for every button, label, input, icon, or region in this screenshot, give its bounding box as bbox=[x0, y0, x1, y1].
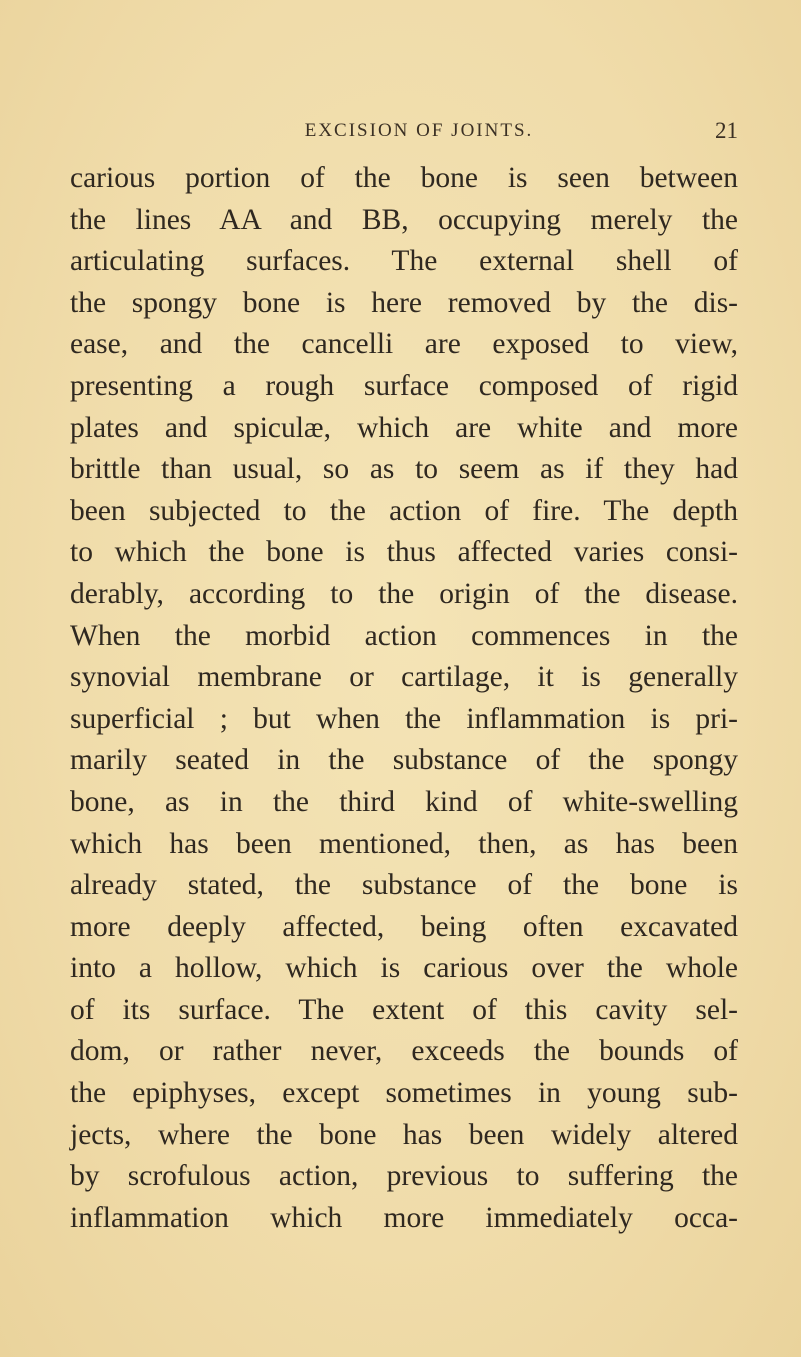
text-line: superficial ; but when the inflammation is pri- bbox=[70, 702, 738, 735]
text-line: by scrofulous action, previous to suffering the bbox=[70, 1160, 738, 1193]
text-line: synovial membrane or cartilage, it is generally bbox=[70, 661, 738, 694]
text-line: into a hollow, which is carious over the whole bbox=[70, 952, 738, 985]
text-line: presenting a rough surface composed of rigid bbox=[70, 369, 738, 402]
text-line: jects, where the bone has been widely altered bbox=[70, 1118, 738, 1151]
text-line: which has been mentioned, then, as has been bbox=[70, 827, 738, 860]
text-line: bone, as in the third kind of white-swelling bbox=[70, 785, 738, 818]
text-line: ease, and the cancelli are exposed to view, bbox=[70, 328, 738, 361]
text-line: to which the bone is thus affected varies consi- bbox=[70, 536, 738, 569]
text-line: carious portion of the bone is seen between bbox=[70, 162, 738, 194]
text-line: plates and spiculæ, which are white and more bbox=[70, 411, 738, 444]
text-line: derably, according to the origin of the disease. bbox=[70, 577, 738, 610]
text-line: brittle than usual, so as to seem as if they had bbox=[70, 453, 738, 486]
text-line: articulating surfaces. The external shell of bbox=[70, 245, 738, 278]
page-header bbox=[70, 120, 738, 150]
text-line: When the morbid action commences in the bbox=[70, 619, 738, 652]
running-head: EXCISION OF JOINTS. bbox=[304, 120, 534, 141]
text-line: more deeply affected, being often excavated bbox=[70, 910, 738, 943]
text-line: the spongy bone is here removed by the dis- bbox=[70, 286, 738, 319]
text-line: been subjected to the action of fire. The depth bbox=[70, 494, 738, 527]
page-number: 21 bbox=[715, 118, 738, 143]
text-line: inflammation which more immediately occa- bbox=[70, 1201, 738, 1234]
body-text bbox=[70, 158, 738, 1239]
text-line: already stated, the substance of the bone is bbox=[70, 869, 738, 902]
text-line: of its surface. The extent of this cavity sel- bbox=[70, 993, 738, 1026]
text-line: the epiphyses, except sometimes in young sub- bbox=[70, 1077, 738, 1110]
text-line: the lines AA and BB, occupying merely the bbox=[70, 203, 738, 236]
text-line: dom, or rather never, exceeds the bounds of bbox=[70, 1035, 738, 1068]
text-line: marily seated in the substance of the spongy bbox=[70, 744, 738, 777]
